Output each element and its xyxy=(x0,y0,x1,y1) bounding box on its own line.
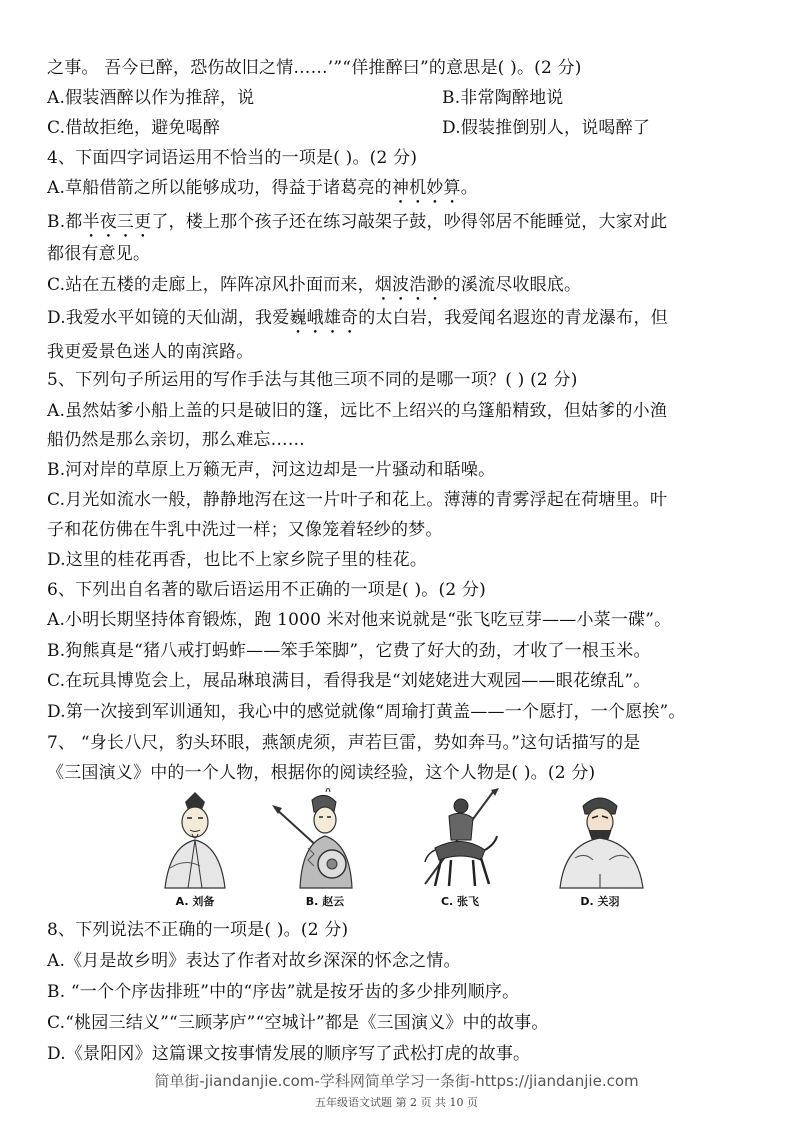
q6-option-b: B.狗熊真是“猪八戒打蚂蚱——笨手笨脚”，它费了好大的劲，才收了一根玉米。 xyxy=(47,641,651,661)
q4-option-a xyxy=(47,176,478,208)
q4-b-dotted-word: 半夜三更 xyxy=(82,212,152,232)
q8-option-b: B. “一个个序齿排班”中的“序齿”就是按牙齿的多少排列顺序。 xyxy=(47,982,520,1002)
q4-c-dotted-word: 烟波浩渺 xyxy=(374,275,444,295)
figure-liu-bei xyxy=(140,788,250,910)
q4-a-dotted-word: 神机妙算 xyxy=(391,178,461,198)
zhao-yun-illustration xyxy=(270,788,380,892)
q4-option-d-line2: 我更爱景色迷人的南滨路。 xyxy=(47,342,254,362)
q6-option-c: C.在玩具博览会上，展品琳琅满目，看得我是“刘姥姥进大观园——眼花缭乱”。 xyxy=(47,671,651,691)
q6-option-a: A.小明长期坚持体育锻炼，跑 1000 米对他来说就是“张飞吃豆芽——小菜一碟”。 xyxy=(47,610,672,630)
q8-option-d: D.《景阳冈》这篇课文按事情发展的顺序写了武松打虎的故事。 xyxy=(47,1044,531,1064)
caption-a: A. 刘备 xyxy=(175,895,215,908)
liu-bei-illustration xyxy=(140,788,250,892)
q4-d-rest: 的太白岩，我爱闻名遐迩的青龙瀑布，但 xyxy=(358,308,668,328)
q3-options-row1 xyxy=(47,86,564,110)
q5-option-c-line2: 子和花仿佛在牛乳中洗过一样；又像笼着轻纱的梦。 xyxy=(47,520,443,540)
q8-option-c: C.“桃园三结义”“三顾茅庐”“空城计”都是《三国演义》中的故事。 xyxy=(47,1013,549,1033)
caption-c: C. 张飞 xyxy=(440,895,480,908)
q3-options-row2 xyxy=(47,116,651,140)
q4-c-rest: 的溪流尽收眼底。 xyxy=(443,275,582,295)
q4-d-text: D.我爱水平如镜的天仙湖，我爱 xyxy=(47,308,290,328)
figure-zhao-yun xyxy=(270,788,380,910)
q5-stem: 5、下列句子所运用的写作手法与其他三项不同的是哪一项？( ) (2 分) xyxy=(47,370,578,390)
character-figures xyxy=(140,788,660,910)
q8-stem: 8、下列说法不正确的一项是( )。(2 分) xyxy=(47,920,349,940)
q4-option-c xyxy=(47,273,581,305)
q4-stem: 4、下面四字词语运用不恰当的一项是( )。(2 分) xyxy=(47,148,418,168)
q4-d-dotted-word: 巍峨雄奇 xyxy=(289,308,359,328)
q8-option-a: A.《月是故乡明》表达了作者对故乡深深的怀念之情。 xyxy=(47,951,461,971)
figure-zhang-fei xyxy=(405,788,515,910)
q7-stem-line1: 7、 “身长八尺，豹头环眼，燕颔虎须，声若巨雷，势如奔马。”这句话描写的是 xyxy=(47,733,641,753)
q6-stem: 6、下列出自名著的歇后语运用不正确的一项是( )。(2 分) xyxy=(47,580,486,600)
q3-option-a: A.假装酒醉以作为推辞，说 xyxy=(47,88,255,108)
q4-option-b-line2: 都很有意见。 xyxy=(47,244,151,264)
q5-option-a-line1: A.虽然姑爹小船上盖的只是破旧的篷，远比不上绍兴的乌篷船精致，但姑爹的小渔 xyxy=(47,401,668,421)
q6-option-d: D.第一次接到军训通知，我心中的感觉就像“周瑜打黄盖——一个愿打，一个愿挨”。 xyxy=(47,702,686,722)
q4-option-b-line1 xyxy=(47,210,667,242)
site-watermark: 简单街-jiandanjie.com-学科网简单学习一条街-https://jiandanjie.com xyxy=(154,1072,639,1090)
q3-option-c: C.借故拒绝，避免喝醉 xyxy=(47,118,221,138)
zhang-fei-illustration xyxy=(405,788,515,892)
q4-b-rest: 了，楼上那个孩子还在练习敲架子鼓，吵得邻居不能睡觉，大家对此 xyxy=(151,212,668,232)
q5-option-a-line2: 船仍然是那么亲切，那么难忘…… xyxy=(47,430,305,450)
q4-b-text: B.都 xyxy=(47,212,83,232)
caption-b: B. 赵云 xyxy=(305,895,345,908)
q5-option-c-line1: C.月光如流水一般，静静地泻在这一片叶子和花上。薄薄的青雾浮起在荷塘里。叶 xyxy=(47,490,668,510)
caption-d: D. 关羽 xyxy=(580,895,620,908)
q5-option-b: B.河对岸的草原上万籁无声，河这边却是一片骚动和聒噪。 xyxy=(47,460,496,480)
page-footer: 五年级语文试题 第 2 页 共 10 页 xyxy=(315,1096,478,1109)
figure-guan-yu xyxy=(545,788,655,910)
q4-c-text: C.站在五楼的走廊上，阵阵凉风扑面而来， xyxy=(47,275,375,295)
q3-stem-tail: 之事。 吾今已醉，恐伤故旧之情……’”“佯推醉曰”的意思是( )。(2 分) xyxy=(47,58,582,78)
guan-yu-illustration xyxy=(545,788,655,892)
q3-option-d: D.假装推倒别人，说喝醉了 xyxy=(442,118,651,138)
q4-a-text: A.草船借箭之所以能够成功，得益于诸葛亮的 xyxy=(47,178,392,198)
q5-option-d: D.这里的桂花再香，也比不上家乡院子里的桂花。 xyxy=(47,550,428,570)
q4-option-d-line1 xyxy=(47,306,668,338)
q4-a-end: 。 xyxy=(460,178,478,198)
q3-option-b: B.非常陶醉地说 xyxy=(442,88,564,108)
q7-stem-line2: 《三国演义》中的一个人物，根据你的阅读经验，这个人物是( )。(2 分) xyxy=(47,763,596,783)
